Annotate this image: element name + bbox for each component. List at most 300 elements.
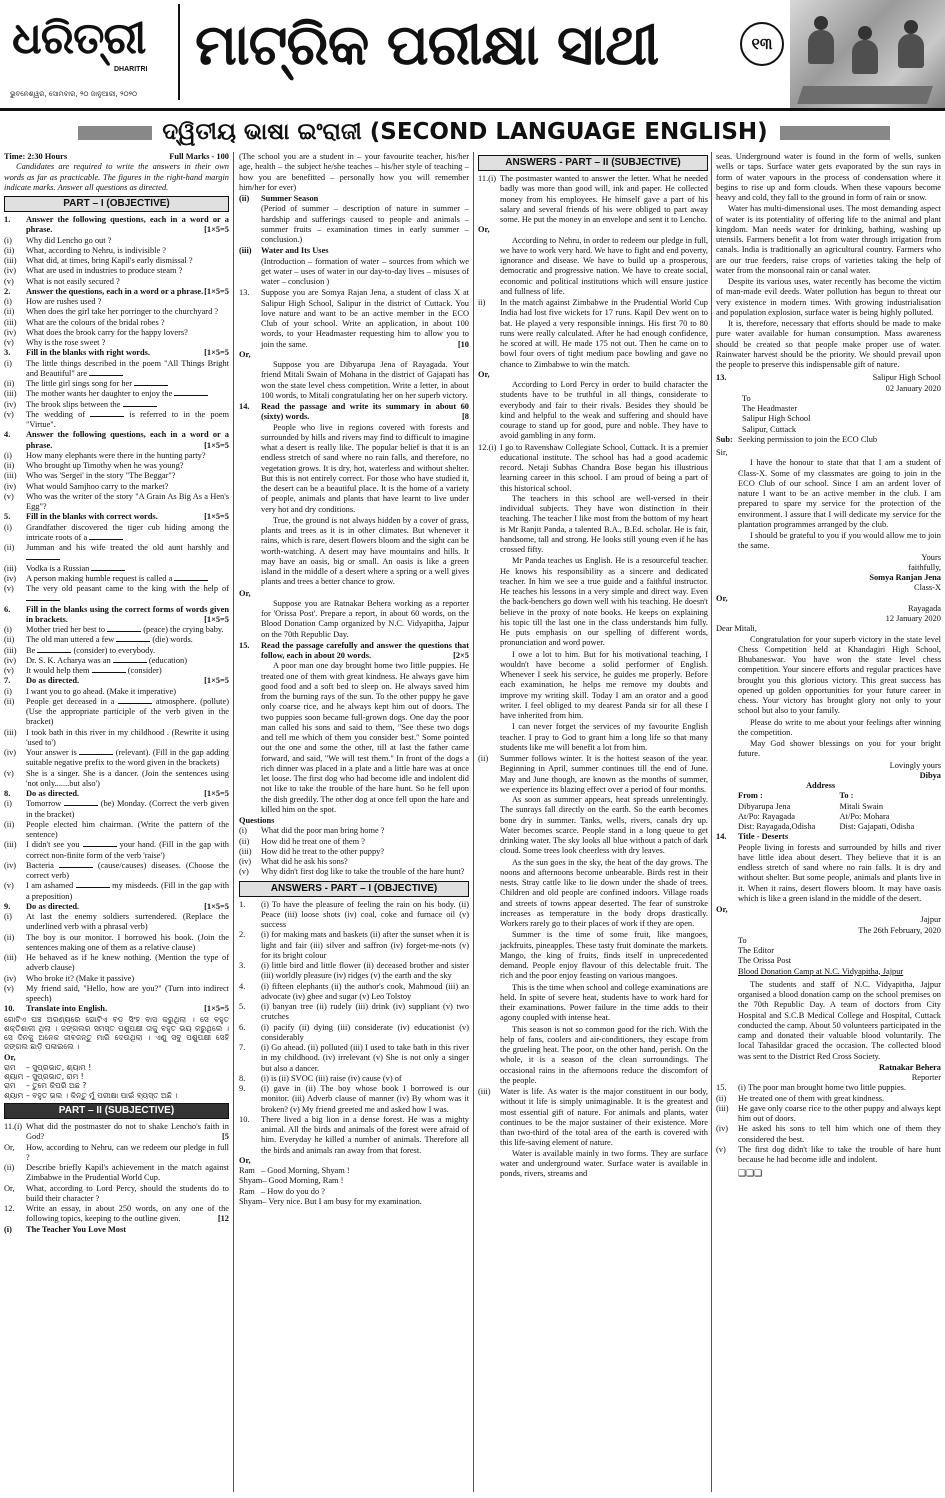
item-number: Or, <box>4 1052 16 1062</box>
question-item <box>4 318 229 328</box>
essay-paragraph: I owe a lot to him. But for his motivational teaching, I wouldn't have become a solid performer of English. Whenever I seek his service, he guides me properly. Before each examination, he helps me remove my doubts and improve my writing skill. Today I am an orator and a good writer. I feel obliged to my dearest Panda sir for all these I have inherited from him. <box>500 649 708 721</box>
question-heading <box>4 287 229 297</box>
item-text: What would Samjhoo carry to the market? <box>26 481 169 491</box>
to-address <box>840 791 942 832</box>
question-item <box>4 666 229 676</box>
item-number: 1. <box>4 215 11 225</box>
column-rule <box>473 152 474 1492</box>
page-title: ମାଟ୍ରିକ ପରୀକ୍ଷା ସାଥୀ <box>195 13 659 78</box>
item-number: (iv) <box>4 748 17 758</box>
question-item <box>4 728 229 749</box>
question-item <box>4 1163 229 1184</box>
item-number: (i) <box>4 625 12 635</box>
from-address <box>738 791 840 832</box>
item-text: The first dog didn't like to take the trouble of hare hunt because he had become idle and indolent. <box>738 1144 941 1164</box>
item-number: (v) <box>4 983 14 993</box>
question-item <box>4 461 229 471</box>
item-number: 7. <box>239 1043 246 1053</box>
line: – ସୁପ୍ରଭାତ, ଶ୍ୟାମ ! <box>26 1062 92 1072</box>
address-line: At/Po: Rayagada <box>738 811 795 821</box>
item-number: (ii) <box>4 307 15 317</box>
question-item <box>4 338 229 348</box>
item-number: Or, <box>478 225 490 235</box>
answer-blank <box>26 553 60 560</box>
question-13 <box>239 288 469 350</box>
essay-paragraph: This season is not so common good for the rich. With the help of fans, coolers and air-conditioners, they escape from the grueling heat. The poor, on the other hand, perish. On the whole, it is a season of the clean surroundings. The occasional rains in the afternoons reduce the discomfort of the people. <box>500 1024 708 1085</box>
report-body: The students and staff of N.C. Vidyapitha, Jajpur organised a blood donation camp on the school premises on the 70th Republic Day. A team of doctors from City Hospital and S.C.B Medical College and Hospital, Cuttack conducted the camp. About 50 volunteers participated in the camp and donated their valuable blood voluntarily. The local Tahasildar graced the occasion. The collected blood was sent to the District Red Cross Society. <box>738 979 941 1061</box>
question-item <box>4 471 229 481</box>
item-text: Do as directed. [1×5=5 <box>26 901 229 911</box>
item-number: 9. <box>239 1084 246 1094</box>
question-item <box>4 933 229 954</box>
item-text <box>26 1053 229 1063</box>
item-text: What did the postmaster do not to shake Lencho's faith in God? [5 <box>26 1122 229 1142</box>
question-item <box>4 799 229 820</box>
question-heading <box>4 348 229 358</box>
dialogue-line <box>4 1072 229 1081</box>
item-number: 5. <box>239 1002 246 1012</box>
answers-part2-cont <box>716 152 941 1180</box>
answer-number: 13. <box>716 373 727 383</box>
item-number: 14. <box>239 402 250 411</box>
item-number: (ii) <box>716 1093 727 1103</box>
item-number: (iii) <box>478 1087 491 1097</box>
item-text: What, according to Lord Percy, should the students do to build their character ? <box>26 1183 229 1203</box>
item-number: 6. <box>4 604 11 614</box>
instructions: Candidates are required to write the answers in their own words as far as practicable. The figures in the right-hand margin indicate marks. Answer all questions as directed. <box>4 162 229 192</box>
answer-blank <box>91 564 125 571</box>
item-text: Suppose you are Somya Rajan Jena, a student of class X at Salipur High School, Salipur in the district of Cuttack. You love nature and want to be an active member in the ECO Club of your school. Write an application, in about 100 words, to your Headmaster requesting him to allow you to join the same. [10 <box>261 288 469 349</box>
answer-12-i <box>478 443 708 494</box>
item-text: (i) is (ii) SVOC (iii) raise (iv) cause (v) of <box>261 1073 402 1083</box>
item-number: (ii) <box>4 1163 15 1173</box>
answer-blank <box>79 748 113 755</box>
item-text: Summer Season <box>261 194 319 203</box>
item-text: The old man uttered a few (die) words. <box>26 635 193 645</box>
answer-15-item <box>716 1145 941 1166</box>
answer-15-item <box>716 1094 941 1104</box>
item-number: Or, <box>239 588 251 598</box>
question-item <box>4 297 229 307</box>
item-number: 15. <box>716 1083 727 1093</box>
item-number: (ii) <box>239 194 250 203</box>
line: – ବହୁତ ଭଲ । କିନ୍ତୁ ମୁଁ ପରୀକ୍ଷା ପାଇଁ ବ୍ୟସ୍ତ ଅଛି । <box>26 1090 178 1100</box>
question-item <box>4 359 229 380</box>
question-item <box>4 543 229 564</box>
reporter-name: Ratnakar Behera <box>879 1062 941 1072</box>
item-text: What, according to Nehru, is indivisible ? <box>26 245 167 255</box>
report-to: To <box>738 935 747 945</box>
item-text: How are rushes used ? <box>26 297 102 307</box>
item-number: Or, <box>239 349 251 359</box>
item-number: (iv) <box>4 481 17 491</box>
answer-blank <box>134 379 168 386</box>
answer-15-item <box>716 1104 941 1125</box>
item-number: 4. <box>239 981 246 991</box>
question-item <box>4 820 229 841</box>
item-number: (ii) <box>4 819 15 829</box>
masthead-divider <box>178 4 180 100</box>
essay-topic <box>239 246 469 256</box>
subject-label: Sub: <box>716 434 733 444</box>
letter-place: Rayagada <box>907 603 941 613</box>
answer-item <box>239 1084 469 1115</box>
address-line: The Headmaster <box>742 404 798 413</box>
column-1 <box>4 152 229 1496</box>
end-mark: ❑❑❑ <box>738 1169 763 1180</box>
item-text: Fill in the blanks with right words. [1×5=5 <box>26 348 229 358</box>
item-number: (iii) <box>4 953 17 963</box>
letter-date: 12 January 2020 <box>885 614 941 623</box>
answer-blank <box>59 861 93 868</box>
essay-paragraph: Water is available mainly in two forms. They are surface water and underground water. Surface water is available in ponds, rivers, streams and <box>500 1148 708 1179</box>
question-item <box>4 246 229 256</box>
item-text: Who broke it? (Make it passive) <box>26 973 135 983</box>
essay-paragraph: seas. Underground water is found in the form of wells, sunken wells or taps. Surface water gets evaporated by the sun rays in form of water vapours in the process of condensation where it begins to rise up and form clouds. When these vapours become heavy and cold, they fall to the ground in form of rain or snow. <box>716 152 941 202</box>
reporter-role: Reporter <box>911 1073 941 1082</box>
item-number: (ii) <box>4 379 15 389</box>
question-item <box>4 1122 229 1143</box>
speaker: ଶ୍ୟାମ <box>4 1072 24 1082</box>
question-heading <box>4 605 229 626</box>
part1-heading: PART – I (OBJECTIVE) <box>4 196 229 212</box>
masthead <box>0 0 945 112</box>
question-item <box>4 236 229 246</box>
item-number: (ii) <box>4 635 15 645</box>
item-number: (iii) <box>4 727 17 737</box>
letter-paragraph: May God shower blessings on you for your bright future. <box>738 739 941 759</box>
or-label <box>478 225 708 235</box>
item-text: He behaved as if he knew nothing. (Mention the type of adverb clause) <box>26 953 229 973</box>
question-item <box>4 266 229 276</box>
question-heading <box>4 215 229 236</box>
item-text: Read the passage and write its summary in about 60 (sixty) words. [8 <box>261 402 469 422</box>
question-14-or: Suppose you are Ratnakar Behera working as a reporter for 'Orissa Post'. Prepare a report, in about 60 words, on the Blood Donation Camp organized by N.C. Vidyapitha, Jajpur on the 70th Republic Day. <box>261 598 469 639</box>
speaker: Shyam <box>239 1196 263 1206</box>
answer-blank <box>64 799 98 806</box>
item-text: Jumman and his wife treated the old aunt harshly and <box>26 543 229 564</box>
item-text: She is a singer. She is a dancer. (Join the sentences using 'not only.......but also') <box>26 768 229 788</box>
passage-paragraph: People who live in regions covered with forests and surrounded by hills and rivers may find to difficult to imagine what a desert is really like. The popular belief is that it is an endless stretch of sand where no rain falls, and therefore, no vegetation grows. It is dry, hot, waterless and without shelter. But this is not entirely correct. For those who have studied it, the desert can be a beautiful place. It is the home of a variety of people, animals and plants that have learnt to live under very hot and dry conditions. <box>261 422 469 514</box>
item-number: 5. <box>4 512 11 522</box>
marks: [1×5=5 <box>204 676 229 686</box>
item-text: What did he ask his sons? <box>261 857 348 866</box>
question-item <box>4 748 229 769</box>
report-date: The 26th February, 2020 <box>858 925 941 935</box>
address-line: Mitali Swain <box>839 801 884 811</box>
speaker: Ram <box>239 1186 255 1196</box>
item-number: 12.(i) <box>478 442 497 452</box>
item-number: Or, <box>4 1142 15 1152</box>
marks: [1×5=5 <box>204 789 229 799</box>
topic-outline: (Period of summer – description of nature in summer – hardship and sufferings caused to people and animals – summer fruits – examination times in early summer – conclusion.) <box>261 204 469 244</box>
item-text: At last the enemy soldiers surrendered. (Replace the underlined verb with a phrasal verb) <box>26 912 229 932</box>
question-item <box>4 482 229 492</box>
item-number: 13. <box>239 288 250 298</box>
item-text: The little things described in the poem "All Things Bright and Beautiful" are <box>26 358 229 378</box>
item-text: The Teacher You Love Most <box>26 1224 127 1234</box>
item-number: (i) <box>4 1224 12 1234</box>
question-15 <box>239 641 469 662</box>
question-item <box>4 328 229 338</box>
item-number: (i) <box>4 450 12 460</box>
question-item <box>4 410 229 431</box>
letter-date: 02 January 2020 <box>885 383 941 393</box>
report-headline <box>716 967 941 977</box>
item-number: (i) <box>4 235 12 245</box>
answer-blank <box>37 646 71 653</box>
item-text: Who brought up Timothy when he was young? <box>26 461 184 471</box>
letter-paragraph: I have the honour to state that that I am a student of Class-X. Some of my classmates are going to join in the ECO Club of our school. Since I am an ardent lover of nature I want to be an active member in the club. I am prepared to spare my service for the protection of the environment. I assure that I will dedicate my service for the plantation programmes arranged by the club. <box>738 458 941 529</box>
item-number: Or, <box>239 1155 251 1165</box>
answer-11-i <box>478 174 708 225</box>
item-text: I go to Ravenshaw Collegiate School, Cuttack. It is a premier educational institute. The school has had a good academic record. Netaji Subhas Chandra Bose began his illustrious learning career in this school. I am proud of being a part of this historical school. <box>500 442 708 493</box>
marks: [2×5 <box>453 651 469 660</box>
item-number: (ii) <box>4 932 15 942</box>
question-item <box>239 867 469 877</box>
question-item <box>4 646 229 656</box>
essay-paragraph: Mr Panda teaches us English. He is a resourceful teacher. He knows his responsibility as a sincere and dedicated teacher. In him we see a true guide and a faithful instructor. He teaches his lessons in a very simple and direct way. Even the back-benchers go down well with his teaching. He doesn't believe in the proxy of note books. He keeps on explaining his topic till the last one in the class understands him fully. He puts emphasis on our spelling of different words, pronunciation and word power. <box>500 556 708 648</box>
column-2 <box>239 152 469 1496</box>
essay-paragraph: As soon as summer appears, heat spreads unrelentingly. The sunrays fall directly on the earth. So the earth becomes bone dry in summer. Tanks, wells, rivers, canals dry up. Water becomes scarce. People stand in a long queue to get drinking water. The sky looks all blue without a patch of dark cloud. Some trees look cheerless with dry leaves. <box>500 795 708 856</box>
item-text <box>261 350 469 360</box>
marks: [1×5=5 <box>204 512 229 522</box>
item-text: A person making humble request is called a <box>26 574 229 584</box>
marks: [1×5=5 <box>204 225 229 235</box>
item-number: (iii) <box>4 645 17 655</box>
answer-blank <box>89 533 123 540</box>
item-text: Answer the following questions, each in a word or a phrase. [1×5=5 <box>26 215 229 235</box>
essay-paragraph: As the sun goes in the sky, the heat of the day grows. The noons and afternoons become unbearable. Birds rest in their nests. Stray cattle like to lie down under the shade of trees. Children and old people are confined indoors. Village roads and streets of towns appear deserted. The fear of sunstroke increases as temperature in the body drops drastically. Workers rarely go to their places of work if they are open. <box>500 857 708 929</box>
item-text: Water and Its Uses <box>261 246 329 256</box>
section-band <box>0 118 945 148</box>
item-text: The boy is our monitor. I borrowed his book. (Join the sentences making one of them as a relative clause) <box>26 932 229 952</box>
marks: [8 <box>462 412 469 422</box>
item-number: (i) <box>4 912 12 922</box>
item-text: What did, at times, bring Kapil's early dismissal ? <box>26 256 193 266</box>
item-number: (ii) <box>478 754 489 764</box>
item-text: Who was 'Sergei' in the story "The Beggar"? <box>26 471 176 481</box>
report-place: Jajpur <box>920 915 941 925</box>
item-text: How did he treat one of them ? <box>261 836 365 846</box>
item-number: 6. <box>239 1022 246 1032</box>
column-rule <box>233 152 234 1492</box>
sender-name: Dibya <box>919 770 941 780</box>
or-label: Or, <box>716 905 728 914</box>
line: – Good Morning, Ram ! <box>262 1176 344 1186</box>
marks: [1×5=5 <box>204 348 229 358</box>
item-text <box>500 225 708 235</box>
item-text: Be (consider) to everybody. <box>26 645 156 655</box>
question-item <box>4 912 229 933</box>
or-label <box>239 589 469 599</box>
item-number: (iii) <box>4 256 17 266</box>
question-item <box>4 564 229 574</box>
essay-topic <box>4 1225 229 1235</box>
question-14 <box>239 402 469 423</box>
question-item <box>4 574 229 584</box>
question-item <box>4 697 229 728</box>
question-item <box>4 881 229 902</box>
item-number: (iv) <box>4 860 17 870</box>
masthead-rule <box>0 108 945 111</box>
item-number: (i) <box>239 826 247 836</box>
question-item <box>239 857 469 867</box>
item-text: Answer the following questions, each in a word or a phrase. [1×5=5 <box>26 430 229 450</box>
item-text: The little girl sings song for her <box>26 379 229 389</box>
speaker: Ram <box>239 1166 255 1176</box>
item-number: (iv) <box>4 399 17 409</box>
marks: [5 <box>222 1132 229 1142</box>
headline-text: Blood Donation Camp at N.C. Vidyapitha, Jajpur <box>738 966 904 976</box>
question-heading <box>4 789 229 799</box>
item-text: How many elephants were there in the hunting party? <box>26 450 206 460</box>
exam-time: Time: 2:30 Hours <box>4 152 68 161</box>
column-3 <box>478 152 708 1496</box>
question-item <box>239 837 469 847</box>
item-text: Do as directed. [1×5=5 <box>26 789 229 799</box>
item-text: (i) for making mats and baskets (ii) after the sunset when it is light and fair (iii) silver and saffron (iv) forget-me-nots (v) for its bright colour <box>261 930 469 960</box>
item-text: (i) Go ahead. (ii) polluted (iii) I used to take bath in this river in my childhood. (iv) irrelevant (v) She is not only a singer but also a dancer. <box>261 1043 469 1073</box>
item-number: (ii) <box>4 461 15 471</box>
or-label <box>239 1156 469 1166</box>
question-item <box>4 635 229 645</box>
essay-paragraph: Despite its various uses, water recently has become the victim of man-made evil deeds. Water pollution has begun to threat our very existence in modern times. With growing industrialisation and population explosion, surface water is being highly polluted. <box>716 277 941 317</box>
sender-class: Class-X <box>914 583 941 593</box>
question-item <box>4 840 229 861</box>
answer-paragraph: According to Lord Percy in order to build character the students have to be truthful in all things, considerate to everybody and fair to their rivals. Besides they should be kind and helpful to the weak and suffering and should have courage to stand up for good, pure and noble. They have to avoid gambling in any form. <box>500 380 708 441</box>
letter-header <box>716 373 941 383</box>
answer-blank <box>92 666 126 673</box>
item-text: (i) gave in (ii) The boy whose book I borrowed is our monitor. (iii) Adverb clause of manner (iv) By whom was it broken? (v) My friend greeted me and asked how I was. <box>261 1084 469 1114</box>
salutation: Dear Mitali, <box>716 624 757 634</box>
item-text: Write an essay, in about 250 words, on any one of the following topics, keeping to the outline given. [12 <box>26 1204 229 1224</box>
question-item <box>4 687 229 697</box>
item-text: It would help them (consider) <box>26 666 162 676</box>
item-text: I am ashamed my misdeeds. (Fill in the gap with a preposition) <box>26 881 229 901</box>
item-number: (v) <box>4 666 14 676</box>
item-number: (v) <box>4 409 14 419</box>
line: – ତୁମେ କିପରି ଅଛ ? <box>26 1081 87 1091</box>
item-number: (iv) <box>4 266 17 276</box>
question-list-2 <box>239 194 469 1207</box>
item-text: Why did Lencho go out ? <box>26 235 112 245</box>
question-item <box>4 389 229 399</box>
passage-paragraph: A poor man one day brought home two little puppies. He treated one of them with great kindness. He always gave him good food and a soft bed to sleep on. He always saved him from the burning rays of the sun. To the other puppy he gave only coarse rice, and he always kept him out of doors. The two puppies soon became full-grown dogs. One day the poor man called his sons and said to them, "See these two dogs and tell me which of them you consider best." Some pointed out the one and some the other, till at last the father came forward, and said, "We will test them." In front of the dogs a rich dinner was placed in a plate and a little hare was at once let loose. The first dog who had become idle and indolent did not like to take the trouble of the hare hunt. So he fell upon the dish greedily. The other dog at once fell upon the hare and killed him on the spot. <box>261 661 469 814</box>
item-text: (i) banyan tree (ii) rudely (iii) drink (iv) suppliant (v) two crutches <box>261 1002 469 1022</box>
from-label: From : <box>738 791 763 801</box>
item-number: (v) <box>4 338 14 348</box>
marks: [1×5=5 <box>204 614 229 624</box>
address-line: The Editor <box>738 946 775 955</box>
item-text: Read the passage carefully and answer the questions that follow, each in about 20 words. [2×5 <box>261 640 469 660</box>
answer-blank <box>90 410 124 417</box>
item-number: 8. <box>239 1073 246 1083</box>
item-text: (i) The poor man brought home two little puppies. <box>738 1083 907 1093</box>
item-number: (iii) <box>716 1103 729 1113</box>
dialogue-line <box>239 1187 469 1197</box>
letter-paragraph: I should be grateful to you if you would allow me to join the same. <box>738 531 941 551</box>
answer-12-ii <box>478 754 708 795</box>
item-number: (iii) <box>239 846 252 856</box>
item-text: (i) pacify (ii) dying (iii) considerate (iv) educationist (v) considerably <box>261 1022 469 1042</box>
item-text: What did the poor man bring home ? <box>261 826 385 836</box>
question-item <box>4 256 229 266</box>
marks: [1×5=5 <box>204 286 229 296</box>
answer-15-item <box>716 1083 941 1093</box>
answer-11-ii <box>478 298 708 370</box>
question-heading <box>4 512 229 522</box>
item-number: 2. <box>239 930 246 940</box>
item-number: Or, <box>478 369 490 379</box>
item-number: 14. <box>716 832 727 842</box>
answer-blank <box>107 625 141 632</box>
address-line: Dibyarupa Jena <box>738 801 791 811</box>
or-label <box>4 1053 229 1063</box>
item-number: 11.(i) <box>478 174 497 184</box>
question-item <box>239 847 469 857</box>
or-label: Or, <box>716 593 728 603</box>
item-text: What is not easily secured ? <box>26 276 120 286</box>
item-text: Title - Deserts <box>738 832 789 842</box>
question-item <box>4 492 229 513</box>
item-number: (iii) <box>4 471 17 481</box>
answer-item <box>239 1115 469 1156</box>
address-line: At/Po: Mohara <box>839 811 890 821</box>
answer-item <box>239 930 469 961</box>
item-text: How, according to Nehru, can we redeem our pledge in full ? <box>26 1142 229 1162</box>
item-text: He asked his sons to tell him which one of them they considered the best. <box>738 1124 941 1144</box>
question-heading <box>4 902 229 912</box>
item-text: People elected him chairman. (Write the pattern of the sentence) <box>26 819 229 840</box>
item-number: (v) <box>4 768 14 778</box>
full-marks: Full Marks - 100 <box>169 152 229 161</box>
item-text: I want you to go ahead. (Make it imperative) <box>26 686 177 696</box>
item-number: (v) <box>4 276 14 286</box>
item-number: (iii) <box>4 563 17 573</box>
item-text: Why didn't first dog like to take the trouble of the hare hunt? <box>261 867 465 877</box>
answer-blank <box>116 635 150 642</box>
item-number: (iv) <box>4 327 17 337</box>
address-label: Address <box>806 781 836 790</box>
address-block <box>716 791 941 832</box>
answer-item <box>239 982 469 1003</box>
answer-blank <box>174 389 208 396</box>
band-bar-left <box>78 126 152 140</box>
line: – Good Morning, Shyam ! <box>261 1166 350 1176</box>
essay-outline: (The school you are a student in – your favourite teacher, his/her age, health – the subject he/she teaches – his/her style of teaching – how you are benefitted – personally how you will remember him/her for ever) <box>239 152 469 192</box>
answer-14-title <box>716 832 941 842</box>
item-number: (ii) <box>239 836 250 846</box>
line: – How do you do ? <box>261 1186 325 1196</box>
item-text: What are used in industries to produce steam ? <box>26 266 183 276</box>
item-text: Summer follows winter. It is the hottest season of the year. Beginning in April, summer continues till the end of June. May and June though, are known as the months of summer, we experience its blazing effect over a period of four months. <box>500 754 708 794</box>
band-bar-right <box>780 126 890 140</box>
item-number: 15. <box>239 640 250 650</box>
item-text: What does the brook carry for the happy lovers? <box>26 327 188 337</box>
marks: [1×5=5 <box>204 1004 229 1014</box>
answer-item <box>239 961 469 982</box>
question-item <box>4 400 229 410</box>
line: – ସୁପ୍ରଭାତ, ରାମ ! <box>26 1072 84 1082</box>
item-text: (i) fifteen elephants (ii) the author's cook, Mahmoud (iii) an advocate (iv) ghee and sugar (v) Leo Tolstoy <box>261 981 469 1001</box>
dialogue-line <box>239 1166 469 1176</box>
item-text: There lived a big lion in a dense forest. He was a mighty animal. All the birds and animals of the forest were afraid of him. Everyday he killed a number of animals. Therefore all the birds and animals ran away from that forest. <box>261 1114 469 1155</box>
answer-item <box>239 1002 469 1023</box>
answer-blank <box>26 594 60 601</box>
item-text <box>261 589 469 599</box>
dialogue-line <box>239 1197 469 1207</box>
